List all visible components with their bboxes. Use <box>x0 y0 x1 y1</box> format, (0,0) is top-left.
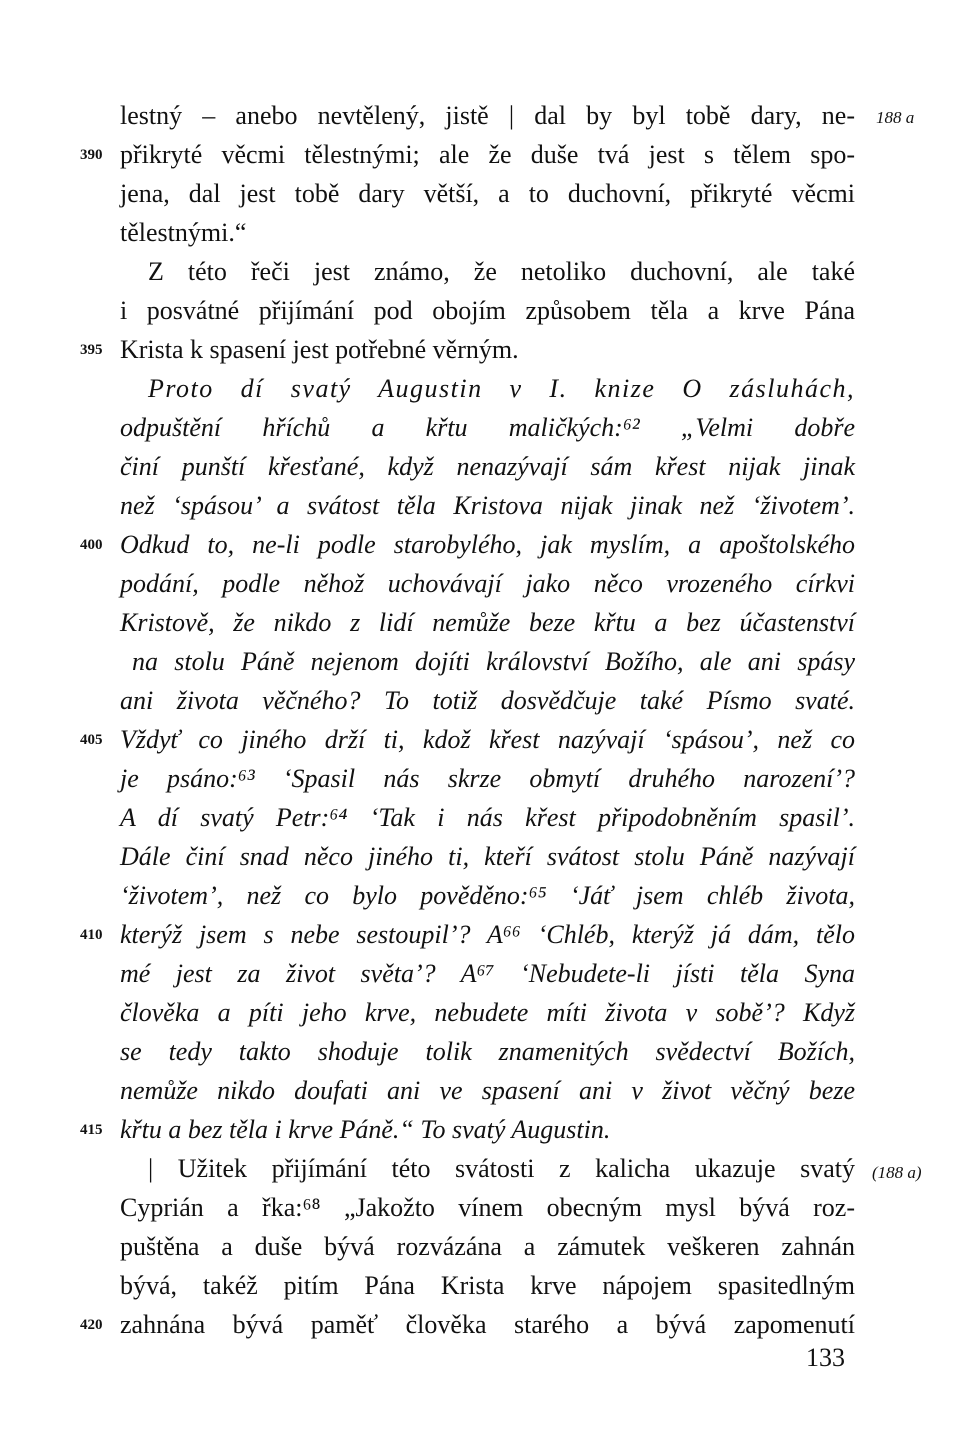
text-line: Krista k spasení jest potřebné věrným. <box>120 335 519 364</box>
text-line: kterýž jsem s nebe sestoupil’? A⁶⁶ ‘Chléb, kterýž já dám, tělo <box>120 920 855 949</box>
text-line: Cyprián a řka:⁶⁸ „Jakožto vínem obecným mysl bývá roz- <box>120 1193 855 1222</box>
text-line: zahnána bývá paměť člověka starého a bývá zapomenutí <box>120 1310 855 1339</box>
line-number: 390 <box>80 147 103 163</box>
text-line: křtu a bez těla i krve Páně.“ To svatý Augustin. <box>120 1115 611 1144</box>
text-line: činí punští křesťané, když nenazývají sám křest nijak jinak <box>120 452 855 481</box>
line-number: 395 <box>80 342 103 358</box>
text-line: Proto dí svatý Augustin v I. knize O zásluhách, <box>148 374 855 403</box>
text-line: puštěna a duše bývá rozvázána a zámutek veškeren zahnán <box>120 1232 855 1261</box>
page-number: 133 <box>806 1343 845 1372</box>
margin-reference: (188 a) <box>872 1163 922 1182</box>
text-line: | Užitek přijímání této svátosti z kalicha ukazuje svatý <box>148 1154 855 1183</box>
margin-reference: 188 a <box>876 108 915 127</box>
line-number: 415 <box>80 1122 103 1138</box>
text-line: ‘životem’, než co bylo pověděno:⁶⁵ ‘Jáť jsem chléb života, <box>120 881 855 910</box>
line-number: 420 <box>80 1317 103 1333</box>
text-line: bývá, takéž pitím Pána Krista krve nápojem spasitedlným <box>120 1271 855 1300</box>
text-line: i posvátné přijímání pod obojím způsobem těla a krve Pána <box>120 296 855 325</box>
text-line: se tedy takto shoduje tolik znamenitých svědectví Božích, <box>120 1037 855 1066</box>
text-line: přikryté věcmi tělestnými; ale že duše tvá jest s tělem spo- <box>120 140 855 169</box>
text-line: A dí svatý Petr:⁶⁴ ‘Tak i nás křest připodobněním spasil’. <box>120 803 855 832</box>
text-line: je psáno:⁶³ ‘Spasil nás skrze obmytí druhého narození’? <box>120 764 855 793</box>
text-line: ani života věčného? To totiž dosvědčuje také Písmo svaté. <box>120 686 855 715</box>
text-line: nemůže nikdo doufati ani ve spasení ani v život věčný beze <box>120 1076 855 1105</box>
text-line: mé jest za život světa’? A⁶⁷ ‘Nebudete-li jísti těla Syna <box>120 959 855 988</box>
text-line: Dále činí snad něco jiného ti, kteří svátost stolu Páně nazývají <box>120 842 855 871</box>
text-line: Odkud to, ne-li podle starobylého, jak myslím, a apoštolského <box>120 530 855 559</box>
text-line: podání, podle něhož uchovávají jako něco vrozeného církvi <box>120 569 855 598</box>
text-line: Kristově, že nikdo z lidí nemůže beze křtu a bez účastenství <box>120 608 855 637</box>
text-line: než ‘spásou’ a svátost těla Kristova nijak jinak než ‘životem’. <box>120 491 855 520</box>
text-line: jena, dal jest tobě dary větší, a to duchovní, přikryté věcmi <box>120 179 855 208</box>
line-number: 405 <box>80 732 103 748</box>
text-line: odpuštění hříchů a křtu maličkých:⁶² „Velmi dobře <box>120 413 855 442</box>
text-line: člověka a píti jeho krve, nebudete míti života v sobě’? Když <box>120 998 855 1027</box>
text-line: lestný – anebo nevtělený, jistě | dal by byl tobě dary, ne- <box>120 101 855 130</box>
text-line: na stolu Páně nejenom dojíti království Božího, ale ani spásy <box>132 647 855 676</box>
text-line: Vždyť co jiného drží ti, kdož křest nazývají ‘spásou’, než co <box>120 725 855 754</box>
line-number: 410 <box>80 927 103 943</box>
line-number: 400 <box>80 537 103 553</box>
text-line: tělestnými.“ <box>120 218 247 247</box>
text-line: Z této řeči jest známo, že netoliko duchovní, ale také <box>148 257 855 286</box>
